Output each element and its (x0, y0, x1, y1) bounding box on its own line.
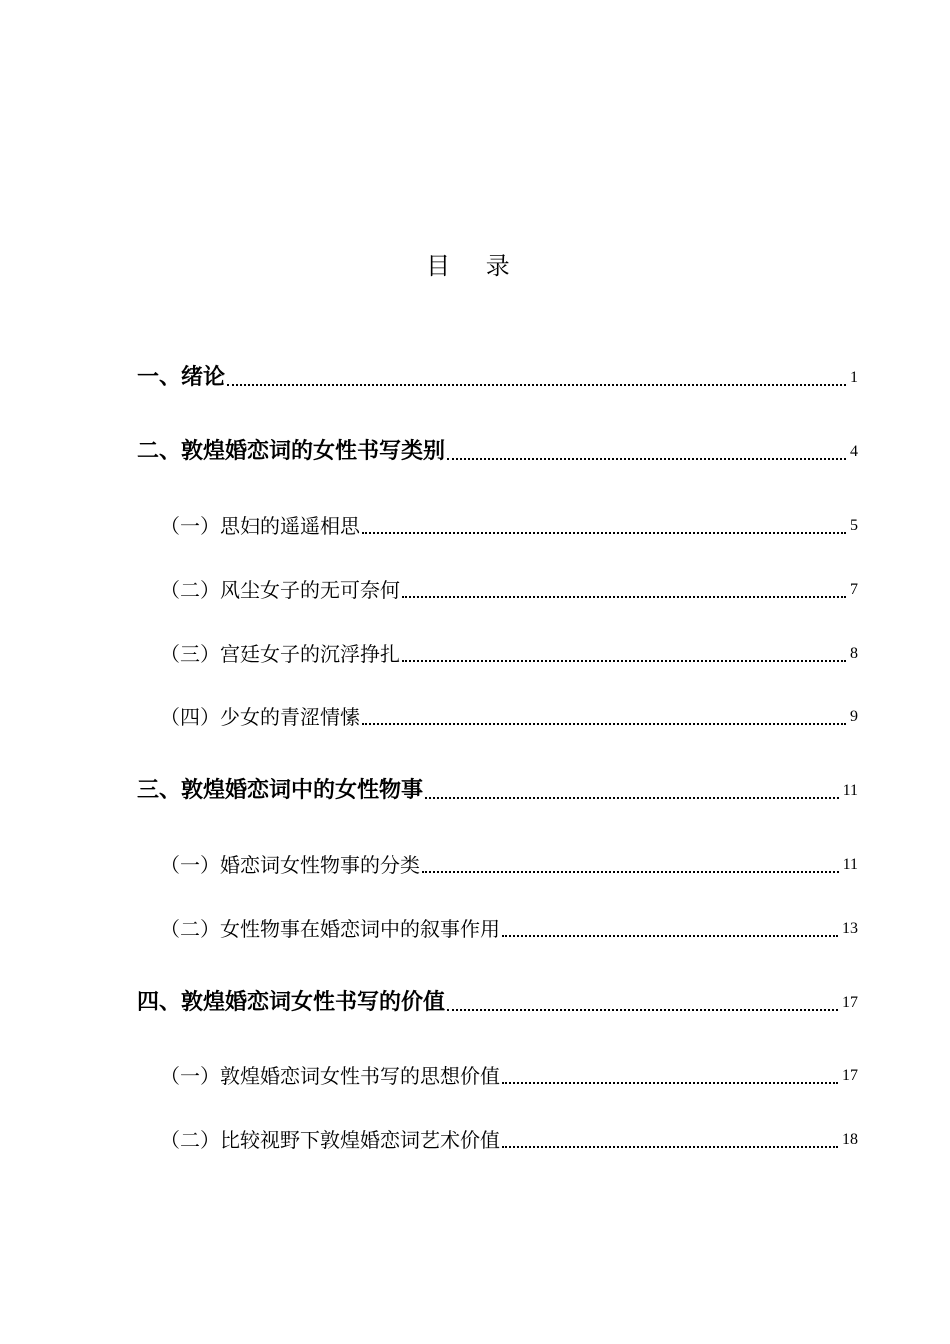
toc-page-number: 4 (850, 443, 858, 460)
toc-entry-3-2[interactable] (160, 911, 858, 943)
toc-entry-label: （一）婚恋词女性物事的分类 (160, 853, 420, 877)
toc-entry-label: 一、绪论 (137, 365, 226, 390)
toc-leader-dots (425, 797, 839, 799)
toc-page-number: 17 (842, 1067, 858, 1084)
toc-entry-label: 二、敦煌婚恋词的女性书写类别 (137, 439, 446, 464)
toc-page-number: 18 (842, 1131, 858, 1148)
toc-entry-2-4[interactable] (160, 699, 858, 731)
toc-page-number: 11 (842, 856, 858, 873)
toc-entry-4-1[interactable] (160, 1058, 858, 1090)
toc-entry-3-1[interactable] (160, 847, 858, 879)
toc-leader-dots (227, 384, 846, 386)
toc-leader-dots (362, 532, 846, 534)
toc-entry-2-2[interactable] (160, 572, 858, 604)
toc-page-number: 8 (850, 645, 858, 662)
toc-page-number: 5 (850, 517, 858, 534)
toc-leader-dots (447, 458, 846, 460)
toc-leader-dots (502, 1146, 838, 1148)
page-title: 目 录 (426, 252, 524, 280)
toc-entry-label: （三）宫廷女子的沉浮挣扎 (160, 642, 400, 666)
toc-entry-4[interactable] (137, 985, 858, 1017)
toc-leader-dots (402, 660, 846, 662)
toc-page-number: 17 (842, 994, 858, 1011)
toc-entry-label: （一）敦煌婚恋词女性书写的思想价值 (160, 1064, 500, 1088)
toc-entry-2-3[interactable] (160, 636, 858, 668)
toc-page-number: 11 (842, 782, 858, 799)
toc-entry-4-2[interactable] (160, 1122, 858, 1154)
toc-entry-label: （二）风尘女子的无可奈何 (160, 578, 400, 602)
toc-entry-2[interactable] (137, 434, 858, 466)
toc-leader-dots (422, 871, 839, 873)
toc-entry-label: 四、敦煌婚恋词女性书写的价值 (137, 990, 446, 1015)
toc-entry-label: （二）比较视野下敦煌婚恋词艺术价值 (160, 1128, 500, 1152)
toc-leader-dots (447, 1009, 838, 1011)
toc-entry-label: （二）女性物事在婚恋词中的叙事作用 (160, 917, 500, 941)
toc-entry-label: （一）思妇的遥遥相思 (160, 514, 360, 538)
toc-page-number: 13 (842, 920, 858, 937)
toc-entry-2-1[interactable] (160, 508, 858, 540)
toc-leader-dots (502, 935, 838, 937)
toc-entry-1[interactable] (137, 360, 858, 392)
toc-entry-3[interactable] (137, 773, 858, 805)
toc-leader-dots (502, 1082, 838, 1084)
toc-page-number: 7 (850, 581, 858, 598)
toc-page-number: 9 (850, 708, 858, 725)
toc-page-number: 1 (850, 369, 858, 386)
toc-entry-label: 三、敦煌婚恋词中的女性物事 (137, 778, 424, 803)
toc-leader-dots (402, 596, 846, 598)
toc-entry-label: （四）少女的青涩情愫 (160, 705, 360, 729)
toc-leader-dots (362, 723, 846, 725)
